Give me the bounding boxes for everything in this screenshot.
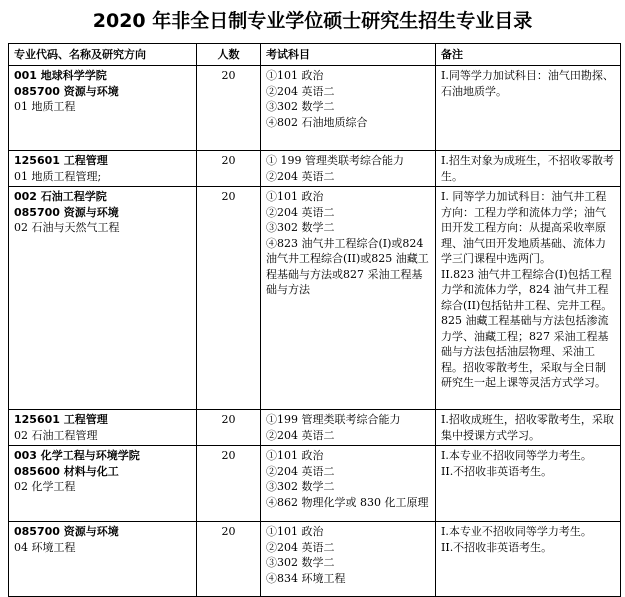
exam-subject: ③302 数学二 bbox=[266, 480, 335, 493]
major-line: 085700 资源与环境 bbox=[14, 84, 119, 98]
notes-cell bbox=[436, 410, 621, 446]
major-cell bbox=[9, 522, 197, 597]
exam-subject: ①101 政治 bbox=[266, 190, 324, 203]
table-row bbox=[9, 446, 621, 522]
table-row bbox=[9, 522, 621, 597]
exam-subject: ④834 环境工程 bbox=[266, 571, 346, 585]
exam-subject: ②204 英语二 bbox=[266, 540, 335, 554]
header-notes: 备注 bbox=[436, 44, 621, 66]
note: I.招收成班生，招收零散考生，采取集中授课方式学习。 bbox=[441, 413, 614, 442]
exam-subject: ④802 石油地质综合 bbox=[266, 115, 368, 129]
note: I.招生对象为成班生，不招收零散考生。 bbox=[441, 154, 614, 183]
major-line: 085700 资源与环境 bbox=[14, 525, 119, 538]
exam-subject: ②204 英语二 bbox=[266, 84, 335, 98]
count-cell: 20 bbox=[197, 66, 261, 151]
exam-subject: ①101 政治 bbox=[266, 449, 324, 462]
notes-cell bbox=[436, 446, 621, 522]
exam-subject: ①101 政治 bbox=[266, 525, 324, 538]
exam-subject: ①199 管理类联考综合能力 bbox=[266, 413, 401, 426]
header-count: 人数 bbox=[197, 44, 261, 66]
note: II.不招收非英语考生。 bbox=[441, 464, 553, 478]
major-line: 085700 资源与环境 bbox=[14, 205, 119, 219]
major-line: 002 石油工程学院 bbox=[14, 190, 107, 203]
exam-subject: ④862 物理化学或 830 化工原理 bbox=[266, 495, 429, 509]
note: I.本专业不招收同等学力考生。 bbox=[441, 449, 592, 462]
count-cell: 20 bbox=[197, 446, 261, 522]
major-cell bbox=[9, 66, 197, 151]
notes-cell bbox=[436, 66, 621, 151]
table-row bbox=[9, 66, 621, 151]
direction: 02 石油工程管理 bbox=[14, 428, 98, 442]
exam-subject: ②204 英语二 bbox=[266, 464, 335, 478]
major-cell bbox=[9, 151, 197, 187]
direction: 01 地质工程 bbox=[14, 100, 76, 113]
exam-subject: ②204 英语二 bbox=[266, 169, 335, 183]
major-line: 001 地球科学学院 bbox=[14, 69, 107, 82]
header-exam: 考试科目 bbox=[261, 44, 436, 66]
exam-subject: ②204 英语二 bbox=[266, 428, 335, 442]
table-row bbox=[9, 151, 621, 187]
major-line: 125601 工程管理 bbox=[14, 154, 108, 167]
major-line: 003 化学工程与环境学院 bbox=[14, 449, 140, 462]
notes-cell bbox=[436, 522, 621, 597]
note: I.同等学力加试科目：油气田勘探、石油地质学。 bbox=[441, 69, 614, 98]
note: II.不招收非英语考生。 bbox=[441, 540, 553, 554]
direction: 01 地质工程管理; bbox=[14, 169, 102, 183]
direction: 02 化学工程 bbox=[14, 480, 76, 493]
note: I.本专业不招收同等学力考生。 bbox=[441, 525, 592, 538]
major-cell bbox=[9, 446, 197, 522]
major-line: 085600 材料与化工 bbox=[14, 464, 119, 478]
exam-subject: ②204 英语二 bbox=[266, 205, 335, 219]
count-cell: 20 bbox=[197, 410, 261, 446]
count-cell: 20 bbox=[197, 151, 261, 187]
table-row bbox=[9, 187, 621, 410]
exam-subject: ③302 数学二 bbox=[266, 221, 335, 234]
exam-cell bbox=[261, 187, 436, 410]
major-cell bbox=[9, 410, 197, 446]
exam-cell bbox=[261, 151, 436, 187]
exam-cell bbox=[261, 66, 436, 151]
exam-subject: ④823 油气井工程综合(I)或824 油气井工程综合(II)或825 油藏工程基础与方法或827 采油工程基础与方法 bbox=[266, 236, 429, 296]
major-line: 125601 工程管理 bbox=[14, 413, 108, 426]
exam-subject: ①101 政治 bbox=[266, 69, 324, 82]
notes-cell bbox=[436, 187, 621, 410]
table-row bbox=[9, 410, 621, 446]
page-title: 2020 年非全日制专业学位硕士研究生招生专业目录 bbox=[92, 10, 533, 32]
direction: 04 环境工程 bbox=[14, 540, 76, 554]
exam-cell bbox=[261, 410, 436, 446]
notes-cell bbox=[436, 151, 621, 187]
table-header-row bbox=[9, 44, 621, 66]
admissions-catalog-table bbox=[8, 43, 621, 597]
header-major: 专业代码、名称及研究方向 bbox=[9, 44, 197, 66]
exam-cell bbox=[261, 446, 436, 522]
major-cell bbox=[9, 187, 197, 410]
note: I. 同等学力加试科目：油气井工程方向：工程力学和流体力学；油气田开发工程方向：从提高采收率原理、油气田开发地质基础、流体力学三门课程中选两门。 bbox=[441, 190, 607, 265]
count-cell: 20 bbox=[197, 187, 261, 410]
exam-subject: ③302 数学二 bbox=[266, 100, 335, 113]
exam-cell bbox=[261, 522, 436, 597]
note: II.823 油气井工程综合(I)包括工程力学和流体力学，824 油气井工程综合(II)包括钻井工程、完井工程。825 油藏工程基础与方法包括渗流力学、油藏工程；827 采油工程基础与方法包括油层物理、采油工程。招收零散考生，采取与全日制研究生一起上课等灵活方式学习。 bbox=[441, 267, 613, 389]
exam-subject: ③302 数学二 bbox=[266, 556, 335, 569]
count-cell: 20 bbox=[197, 522, 261, 597]
direction: 02 石油与天然气工程 bbox=[14, 221, 120, 234]
exam-subject: ① 199 管理类联考综合能力 bbox=[266, 154, 404, 167]
